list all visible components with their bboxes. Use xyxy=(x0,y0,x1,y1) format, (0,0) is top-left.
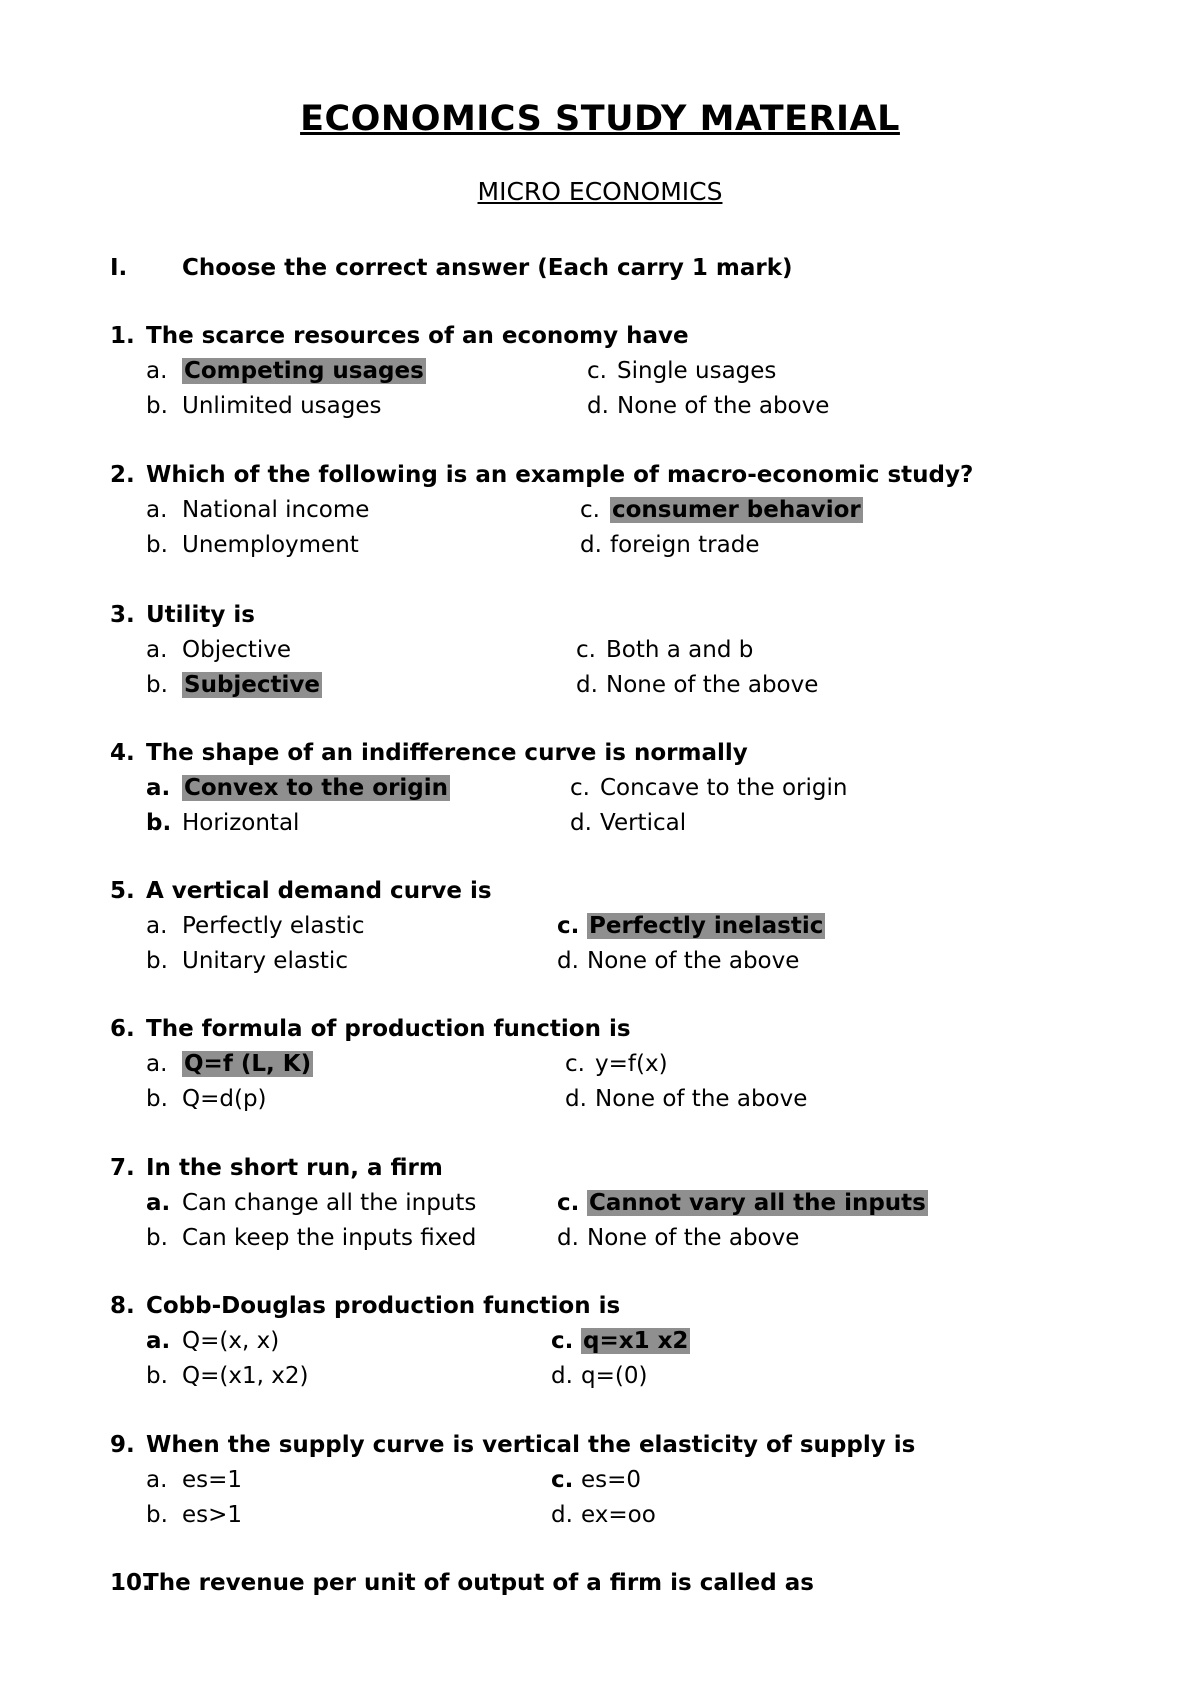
answer-option xyxy=(557,946,799,976)
option-text: Unitary elastic xyxy=(182,948,348,974)
option-letter: b. xyxy=(146,1363,168,1389)
option-letter: d. xyxy=(557,1225,579,1251)
answer-option xyxy=(565,1084,807,1114)
answer-option xyxy=(146,1326,279,1356)
answer-option xyxy=(551,1361,647,1391)
option-text: None of the above xyxy=(587,1225,800,1251)
answer-option xyxy=(146,1188,476,1218)
option-letter: a. xyxy=(146,358,168,384)
answer-option xyxy=(146,495,369,525)
option-text: y=f(x) xyxy=(595,1051,668,1077)
option-letter: b. xyxy=(146,532,168,558)
option-text: None of the above xyxy=(587,948,800,974)
option-letter: a. xyxy=(146,497,168,523)
answer-option xyxy=(587,356,776,386)
answer-option xyxy=(580,530,759,560)
option-letter: b. xyxy=(146,672,168,698)
correct-answer-text: Convex to the origin xyxy=(184,775,449,801)
answer-option xyxy=(557,1223,799,1253)
option-letter: b. xyxy=(146,1086,168,1112)
option-letter: a. xyxy=(146,1328,171,1354)
option-letter: b. xyxy=(146,810,172,836)
answer-option xyxy=(146,530,359,560)
option-letter: d. xyxy=(565,1086,587,1112)
question-number: 8. xyxy=(110,1293,135,1319)
option-text: Unlimited usages xyxy=(182,393,382,419)
option-letter: c. xyxy=(580,497,600,523)
option-text: Concave to the origin xyxy=(600,775,848,801)
answer-option xyxy=(580,495,863,525)
correct-answer-text: q=x1 x2 xyxy=(583,1328,689,1354)
question-text: Which of the following is an example of macro-economic study? xyxy=(146,462,974,488)
question-number: 9. xyxy=(110,1432,135,1458)
option-letter: b. xyxy=(146,1502,168,1528)
question-text: The revenue per unit of output of a firm is called as xyxy=(143,1570,814,1596)
answer-option xyxy=(576,670,818,700)
question-text: The scarce resources of an economy have xyxy=(146,323,689,349)
option-text: None of the above xyxy=(617,393,830,419)
option-letter: a. xyxy=(146,913,168,939)
option-text: None of the above xyxy=(595,1086,808,1112)
answer-option xyxy=(146,1361,308,1391)
option-text: Unemployment xyxy=(182,532,359,558)
option-text: foreign trade xyxy=(610,532,760,558)
answer-option xyxy=(576,635,753,665)
answer-option xyxy=(146,391,381,421)
answer-option xyxy=(551,1326,690,1356)
option-text: National income xyxy=(182,497,370,523)
option-letter: c. xyxy=(565,1051,585,1077)
answer-option xyxy=(146,356,426,386)
option-text: es=1 xyxy=(182,1467,243,1493)
correct-answer-text: consumer behavior xyxy=(612,497,861,523)
answer-option xyxy=(146,773,450,803)
answer-option xyxy=(146,1465,242,1495)
option-letter: c. xyxy=(570,775,590,801)
option-letter: c. xyxy=(551,1467,574,1493)
answer-option xyxy=(146,1223,476,1253)
option-letter: d. xyxy=(551,1502,573,1528)
answer-option xyxy=(146,946,348,976)
question-text: The shape of an indifference curve is normally xyxy=(146,740,748,766)
option-text: None of the above xyxy=(606,672,819,698)
page-subtitle: MICRO ECONOMICS xyxy=(477,177,723,206)
correct-answer-text: Cannot vary all the inputs xyxy=(589,1190,926,1216)
option-letter: d. xyxy=(570,810,592,836)
answer-option xyxy=(557,1188,928,1218)
answer-option xyxy=(146,1500,242,1530)
answer-option xyxy=(565,1049,668,1079)
option-letter: b. xyxy=(146,1225,168,1251)
answer-option xyxy=(587,391,829,421)
answer-option xyxy=(146,1049,313,1079)
option-letter: b. xyxy=(146,948,168,974)
option-letter: a. xyxy=(146,1190,171,1216)
option-text: Q=(x, x) xyxy=(182,1328,280,1354)
option-text: Q=(x1, x2) xyxy=(182,1363,309,1389)
question-number: 3. xyxy=(110,602,135,628)
correct-answer-text: Q=f (L, K) xyxy=(184,1051,312,1077)
answer-option xyxy=(146,635,291,665)
option-text: Vertical xyxy=(600,810,687,836)
option-letter: a. xyxy=(146,637,168,663)
option-text: Perfectly elastic xyxy=(182,913,365,939)
question-number: 5. xyxy=(110,878,135,904)
answer-option xyxy=(557,911,825,941)
option-letter: c. xyxy=(557,1190,580,1216)
option-letter: a. xyxy=(146,1467,168,1493)
answer-option xyxy=(146,808,299,838)
option-text: es=0 xyxy=(581,1467,642,1493)
option-letter: d. xyxy=(576,672,598,698)
option-letter: c. xyxy=(576,637,596,663)
question-text: The formula of production function is xyxy=(146,1016,631,1042)
option-text: Both a and b xyxy=(606,637,754,663)
answer-option xyxy=(146,911,365,941)
option-text: es>1 xyxy=(182,1502,243,1528)
question-text: When the supply curve is vertical the elasticity of supply is xyxy=(146,1432,916,1458)
option-letter: d. xyxy=(580,532,602,558)
option-text: Can keep the inputs fixed xyxy=(182,1225,477,1251)
question-text: A vertical demand curve is xyxy=(146,878,492,904)
option-text: ex=oo xyxy=(581,1502,656,1528)
question-text: Cobb-Douglas production function is xyxy=(146,1293,621,1319)
option-letter: d. xyxy=(551,1363,573,1389)
page-title: ECONOMICS STUDY MATERIAL xyxy=(300,99,900,139)
option-text: Objective xyxy=(182,637,292,663)
answer-option xyxy=(570,773,847,803)
correct-answer-text: Perfectly inelastic xyxy=(589,913,824,939)
option-letter: a. xyxy=(146,1051,168,1077)
section-numeral: I. xyxy=(110,255,128,281)
answer-option xyxy=(570,808,686,838)
correct-answer-text: Subjective xyxy=(184,672,320,698)
answer-option xyxy=(146,670,322,700)
question-number: 1. xyxy=(110,323,135,349)
option-text: Q=d(p) xyxy=(182,1086,267,1112)
option-letter: c. xyxy=(551,1328,574,1354)
question-number: 4. xyxy=(110,740,135,766)
question-text: Utility is xyxy=(146,602,255,628)
answer-option xyxy=(551,1500,656,1530)
option-letter: d. xyxy=(587,393,609,419)
option-text: Horizontal xyxy=(182,810,300,836)
option-letter: c. xyxy=(557,913,580,939)
option-text: Can change all the inputs xyxy=(182,1190,477,1216)
question-number: 7. xyxy=(110,1155,135,1181)
option-letter: d. xyxy=(557,948,579,974)
option-letter: a. xyxy=(146,775,171,801)
answer-option xyxy=(146,1084,267,1114)
option-text: Single usages xyxy=(617,358,777,384)
question-number: 10. xyxy=(110,1570,151,1596)
question-text: In the short run, a firm xyxy=(146,1155,443,1181)
section-heading: Choose the correct answer (Each carry 1 mark) xyxy=(182,255,793,281)
answer-option xyxy=(551,1465,641,1495)
correct-answer-text: Competing usages xyxy=(184,358,424,384)
question-number: 6. xyxy=(110,1016,135,1042)
option-text: q=(0) xyxy=(581,1363,648,1389)
option-letter: b. xyxy=(146,393,168,419)
question-number: 2. xyxy=(110,462,135,488)
option-letter: c. xyxy=(587,358,607,384)
